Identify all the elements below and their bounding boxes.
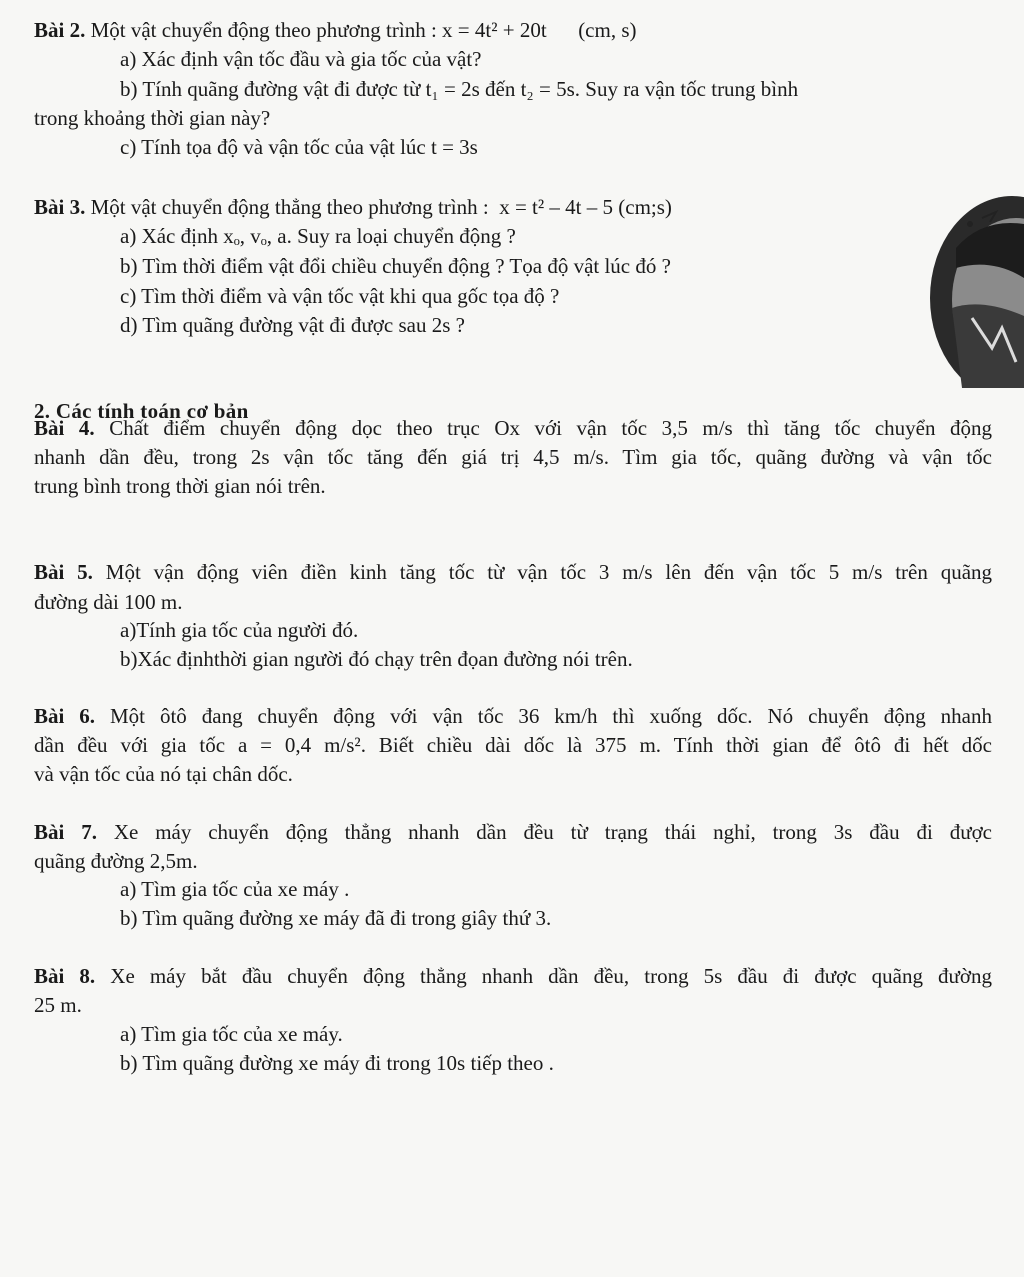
bai5-line1 [34,560,992,584]
bai4-line2: nhanh dần đều, trong 2s vận tốc tăng đến giá trị 4,5 m/s. Tìm gia tốc, quãng đường và vận tốc [34,445,992,469]
bai7-title: Bài 7. [34,820,97,844]
bai3-stem-line [34,195,672,219]
bai3-part-b: b) Tìm thời điểm vật đổi chiều chuyển động ? Tọa độ vật lúc đó ? [120,254,671,278]
bai6-title: Bài 6. [34,704,96,728]
bai4-text-l1: Chất điểm chuyển động dọc theo trục Ox với vận tốc 3,5 m/s thì tăng tốc chuyển động [109,416,993,440]
margin-photo [912,188,1024,388]
bai7-line1 [34,820,992,844]
bai6-text-l1: Một ôtô đang chuyển động với vận tốc 36 km/h thì xuống dốc. Nó chuyển động nhanh [110,704,992,728]
bai6-line3: và vận tốc của nó tại chân dốc. [34,762,293,786]
bai8-part-b: b) Tìm quãng đường xe máy đi trong 10s tiếp theo . [120,1051,554,1075]
bai5-title: Bài 5. [34,560,93,584]
bai8-title: Bài 8. [34,964,96,988]
bai4-line3: trung bình trong thời gian nói trên. [34,474,326,498]
bai3-part-d: d) Tìm quãng đường vật đi được sau 2s ? [120,313,465,337]
bai2-stem-line [34,18,637,42]
bai5-text-l1: Một vận động viên điền kinh tăng tốc từ vận tốc 3 m/s lên đến vận tốc 5 m/s trên quãng [105,560,993,584]
bai5-line2: đường dài 100 m. [34,590,183,614]
bai8-text-l1: Xe máy bắt đầu chuyển động thẳng nhanh dần đều, trong 5s đầu đi được quãng đường [110,964,993,988]
bai7-part-b: b) Tìm quãng đường xe máy đã đi trong giây thứ 3. [120,906,552,930]
bai8-part-a: a) Tìm gia tốc của xe máy. [120,1022,343,1046]
bai2-part-c: c) Tính tọa độ và vận tốc của vật lúc t = 3s [120,135,478,159]
bai3-title: Bài 3. [34,195,86,219]
section-heading: 2. Các tính toán cơ bản [34,399,249,423]
bai4-title: Bài 4. [34,416,95,440]
bai5-part-a: a)Tính gia tốc của người đó. [120,618,359,642]
bai2-title: Bài 2. [34,18,86,42]
bai7-text-l1: Xe máy chuyển động thẳng nhanh dần đều từ trạng thái nghỉ, trong 3s đầu đi được [113,820,993,844]
bai3-part-a: a) Xác định xₒ, vₒ, a. Suy ra loại chuyển động ? [120,224,516,248]
bai7-part-a: a) Tìm gia tốc của xe máy . [120,877,350,901]
bai3-part-c: c) Tìm thời điểm và vận tốc vật khi qua gốc tọa độ ? [120,284,560,308]
bai7-line2: quãng đường 2,5m. [34,849,198,873]
bai8-line1 [34,964,992,988]
bai2-part-a: a) Xác định vận tốc đầu và gia tốc của vật? [120,47,482,71]
bai4-line1 [34,416,992,440]
bai8-line2: 25 m. [34,993,82,1017]
bai2-part-b-line1: b) Tính quãng đường vật đi được từ t₁ = 2s đến t₂ = 5s. Suy ra vận tốc trung bình [120,77,799,101]
bai2-part-b-line2: trong khoảng thời gian này? [34,106,271,130]
bai6-line1 [34,704,992,728]
bai2-stem: Một vật chuyển động theo phương trình : x = 4t² + 20t (cm, s) [90,18,637,42]
bai3-stem: Một vật chuyển động thẳng theo phương trình : x = t² – 4t – 5 (cm;s) [90,195,672,219]
bai5-part-b: b)Xác địnhthời gian người đó chạy trên đọan đường nói trên. [120,647,633,671]
bai6-line2: dần đều với gia tốc a = 0,4 m/s². Biết chiều dài dốc là 375 m. Tính thời gian để ôtô đi hết dốc [34,733,992,757]
